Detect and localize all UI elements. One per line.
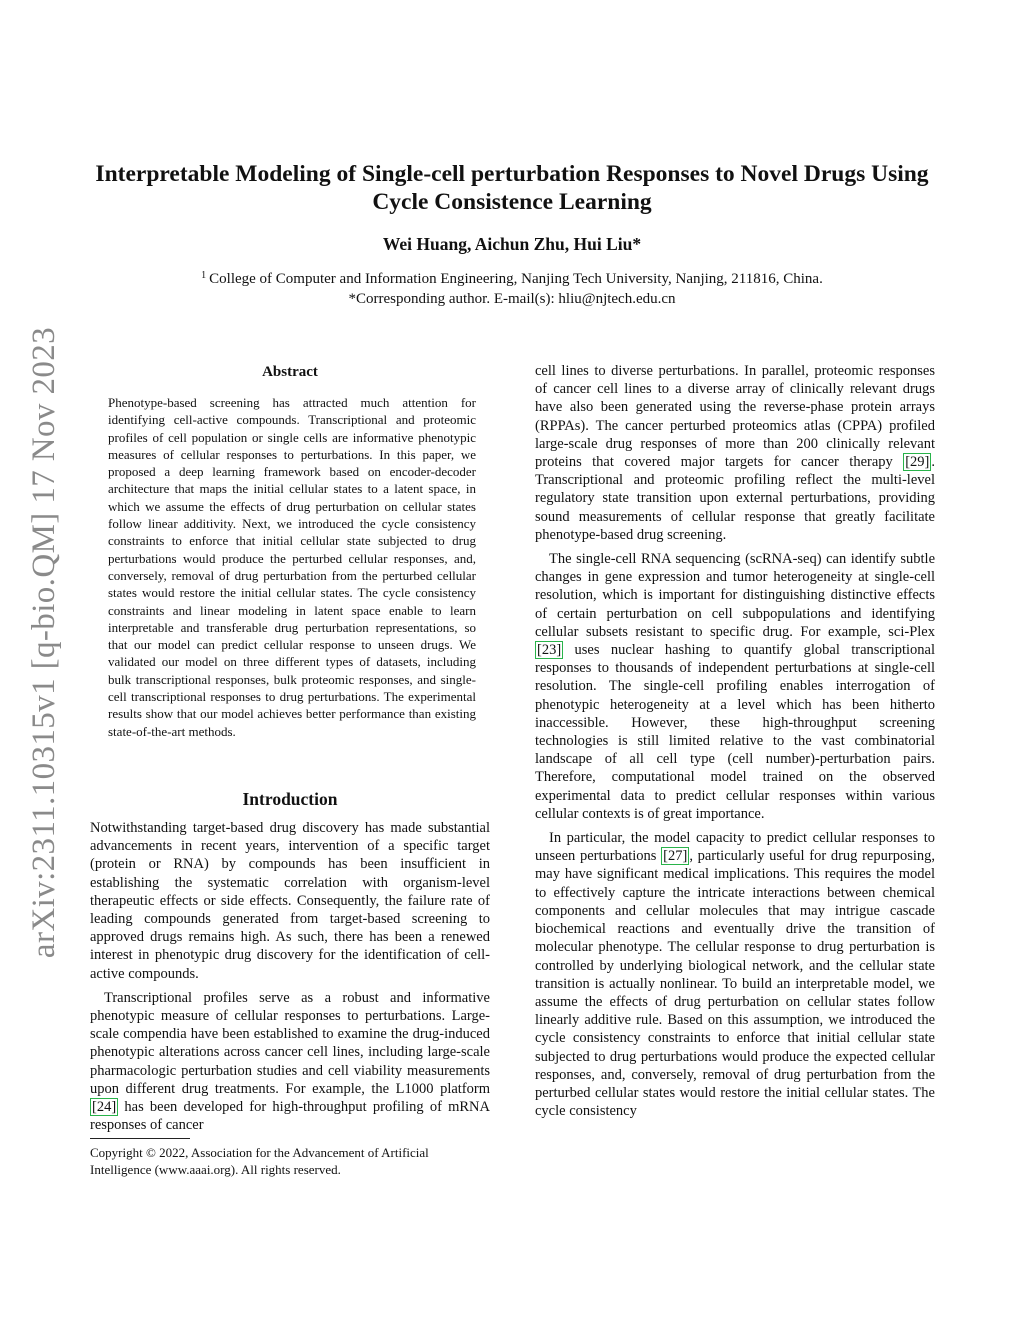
affiliation-block bbox=[0, 266, 1024, 309]
footnote-rule bbox=[90, 1138, 190, 1139]
affiliation-line bbox=[0, 266, 1024, 289]
citation-link[interactable]: [27] bbox=[663, 848, 688, 865]
abstract-body bbox=[108, 394, 476, 740]
intro-p2-text: Transcriptional profiles serve as a robust and informative phenotypic measure of cellular responses to perturbations. Large-scale compendia have been established to examine the drug-induced phenotypic alterations across cancer cell lines, including large-scale pharmacologic perturbation studies and cell viability measurements upon different drug treatments. For example, the L1000 platform bbox=[90, 989, 490, 1097]
right-column-text bbox=[535, 362, 935, 1126]
intro-p3-text: The single-cell RNA sequencing (scRNA-seq) can identify subtle changes in gene expression and tumor heterogeneity at single-cell resolution, which is important for distinguishing distinctive effects of certain perturbation on cell subpopulations and identifying cellular subsets resistant to specific drug. For example, sci-Plex bbox=[535, 551, 935, 640]
intro-p3-continued: uses nuclear hashing to quantify global transcriptional responses to thousands of independent perturbations at single-cell resolution. The single-cell profiling enables interrogation of phenotypic heterogeneity at a level which has been hitherto inaccessible. However, these high-throughput screening technologies is still limited relative to the vast combinatorial landscape of all cell type (cell number)-perturbation pairs. Therefore, computational model trained on the observed experimental data to predict cellular responses within various cellular contexts is of great importance. bbox=[535, 642, 935, 822]
intro-paragraph-4 bbox=[535, 829, 935, 1120]
abstract-text: Phenotype-based screening has attracted much attention for identifying cell-active compounds. Transcriptional and proteomic profiles of cell population or single cells are informative phenotypic measures of cellular responses to perturbations. In this paper, we proposed a deep learning framework based on encoder-decoder architecture that maps the initial cellular states to a latent space, in which we assume the effects of drug perturbation on cellular states follow linear additivity. Next, we introduced the cycle consistency constraints to enforce that initial cellular state subjected to drug perturbations would produce the perturbed cellular responses, and, conversely, removal of drug perturbation from the perturbed cellular states would restore the initial cellular states. The cycle consistency constraints and linear modeling in latent space enable to learn interpretable and transferable drug perturbation representations, so that our model can predict cellular response to unseen drugs. We validated our model on three different types of datasets, including bulk transcriptional responses, bulk proteomic responses, and single-cell transcriptional responses to drug perturbations. The experimental results show that our model achieves better performance than existing state-of-the-art methods. bbox=[108, 395, 476, 739]
citation-link[interactable]: [29] bbox=[905, 454, 930, 471]
abstract-heading: Abstract bbox=[262, 364, 318, 380]
affiliation-text: College of Computer and Information Engineering, Nanjing Tech University, Nanjing, 211816, China. bbox=[209, 271, 823, 287]
intro-paragraph-1: Notwithstanding target-based drug discovery has made substantial advancements in recent years, intervention of a specific target (protein or RNA) by compounds has been insufficient in establishing the systematic correlation with organism-level therapeutic effects or side effects. Consequently, the failure rate of leading compounds generated from target-based screening to approved drugs remains high. As such, there has been a renewed interest in phenotypic drug discovery for the identification of cell-active compounds. bbox=[90, 820, 490, 982]
intro-paragraph-2 bbox=[90, 989, 490, 1135]
arxiv-identifier bbox=[24, 320, 66, 965]
title-line-1: Interpretable Modeling of Single-cell perturbation Responses to Novel Drugs Using bbox=[95, 161, 929, 187]
title-line-2: Cycle Consistence Learning bbox=[372, 189, 652, 215]
left-column-text bbox=[90, 819, 490, 1140]
intro-p4-text: In particular, the model capacity to predict cellular responses to unseen perturbations bbox=[535, 830, 935, 865]
intro-p4-continued: , particularly useful for drug repurposing, may have significant medical implications. This requires the model to effectively capture the intricate interactions between chemical components and cellular molecules that may intrigue cascade biochemical reactions and eventually drive the transition of molecular phenotype. The cellular response to drug perturbation is controlled by underlying biological network, and the cellular state transition is actually nonlinear. To build an interpretable model, we assume the effects of drug perturbation on cellular states follow linearly additive rule. Based on this assumption, we introduced the cycle consistency constraints to enforce that initial cellular state subjected to drug perturbations would produce the expected cellular responses, and, conversely, removal of drug perturbation from the perturbed cellular states would restore the initial cellular states. The cycle consistency bbox=[535, 848, 935, 1120]
introduction-heading: Introduction bbox=[242, 789, 338, 809]
intro-p2-tail: . Transcriptional and proteomic profiling reflect the multi-level regulatory state transition upon external perturbations, providing sound measurements of cellular response that greatly facilitate phenotype-based drug screening. bbox=[535, 454, 935, 543]
intro-paragraph-2-continued bbox=[535, 362, 935, 544]
intro-p2-continued: has been developed for high-throughput profiling of mRNA responses of cancer bbox=[90, 1099, 490, 1134]
author-list: Wei Huang, Aichun Zhu, Hui Liu* bbox=[382, 234, 642, 254]
arxiv-identifier-text: arXiv:2311.10315v1 [q-bio.QM] 17 Nov 2023 bbox=[26, 326, 63, 959]
citation-link[interactable]: [23] bbox=[537, 642, 562, 659]
paper-title bbox=[80, 160, 944, 216]
intro-p2-right-lead: cell lines to diverse perturbations. In parallel, proteomic responses of cancer cell lines to a diverse array of clinically relevant drugs have also been generated using the reverse-phase protein arrays (RPPAs). The cancer perturbed proteomics atlas (CPPA) profiled large-scale drug responses of more than 200 clinically relevant proteins that covered major targets for cancer therapy bbox=[535, 363, 935, 471]
intro-paragraph-3 bbox=[535, 550, 935, 823]
affiliation-marker: 1 bbox=[201, 270, 207, 281]
copyright-footnote: Copyright © 2022, Association for the Advancement of Artificial Intelligence (www.aaai.org). All rights reserved. bbox=[90, 1145, 429, 1177]
citation-link[interactable]: [24] bbox=[92, 1099, 117, 1116]
corresponding-author: *Corresponding author. E-mail(s): hliu@njtech.edu.cn bbox=[348, 291, 676, 307]
